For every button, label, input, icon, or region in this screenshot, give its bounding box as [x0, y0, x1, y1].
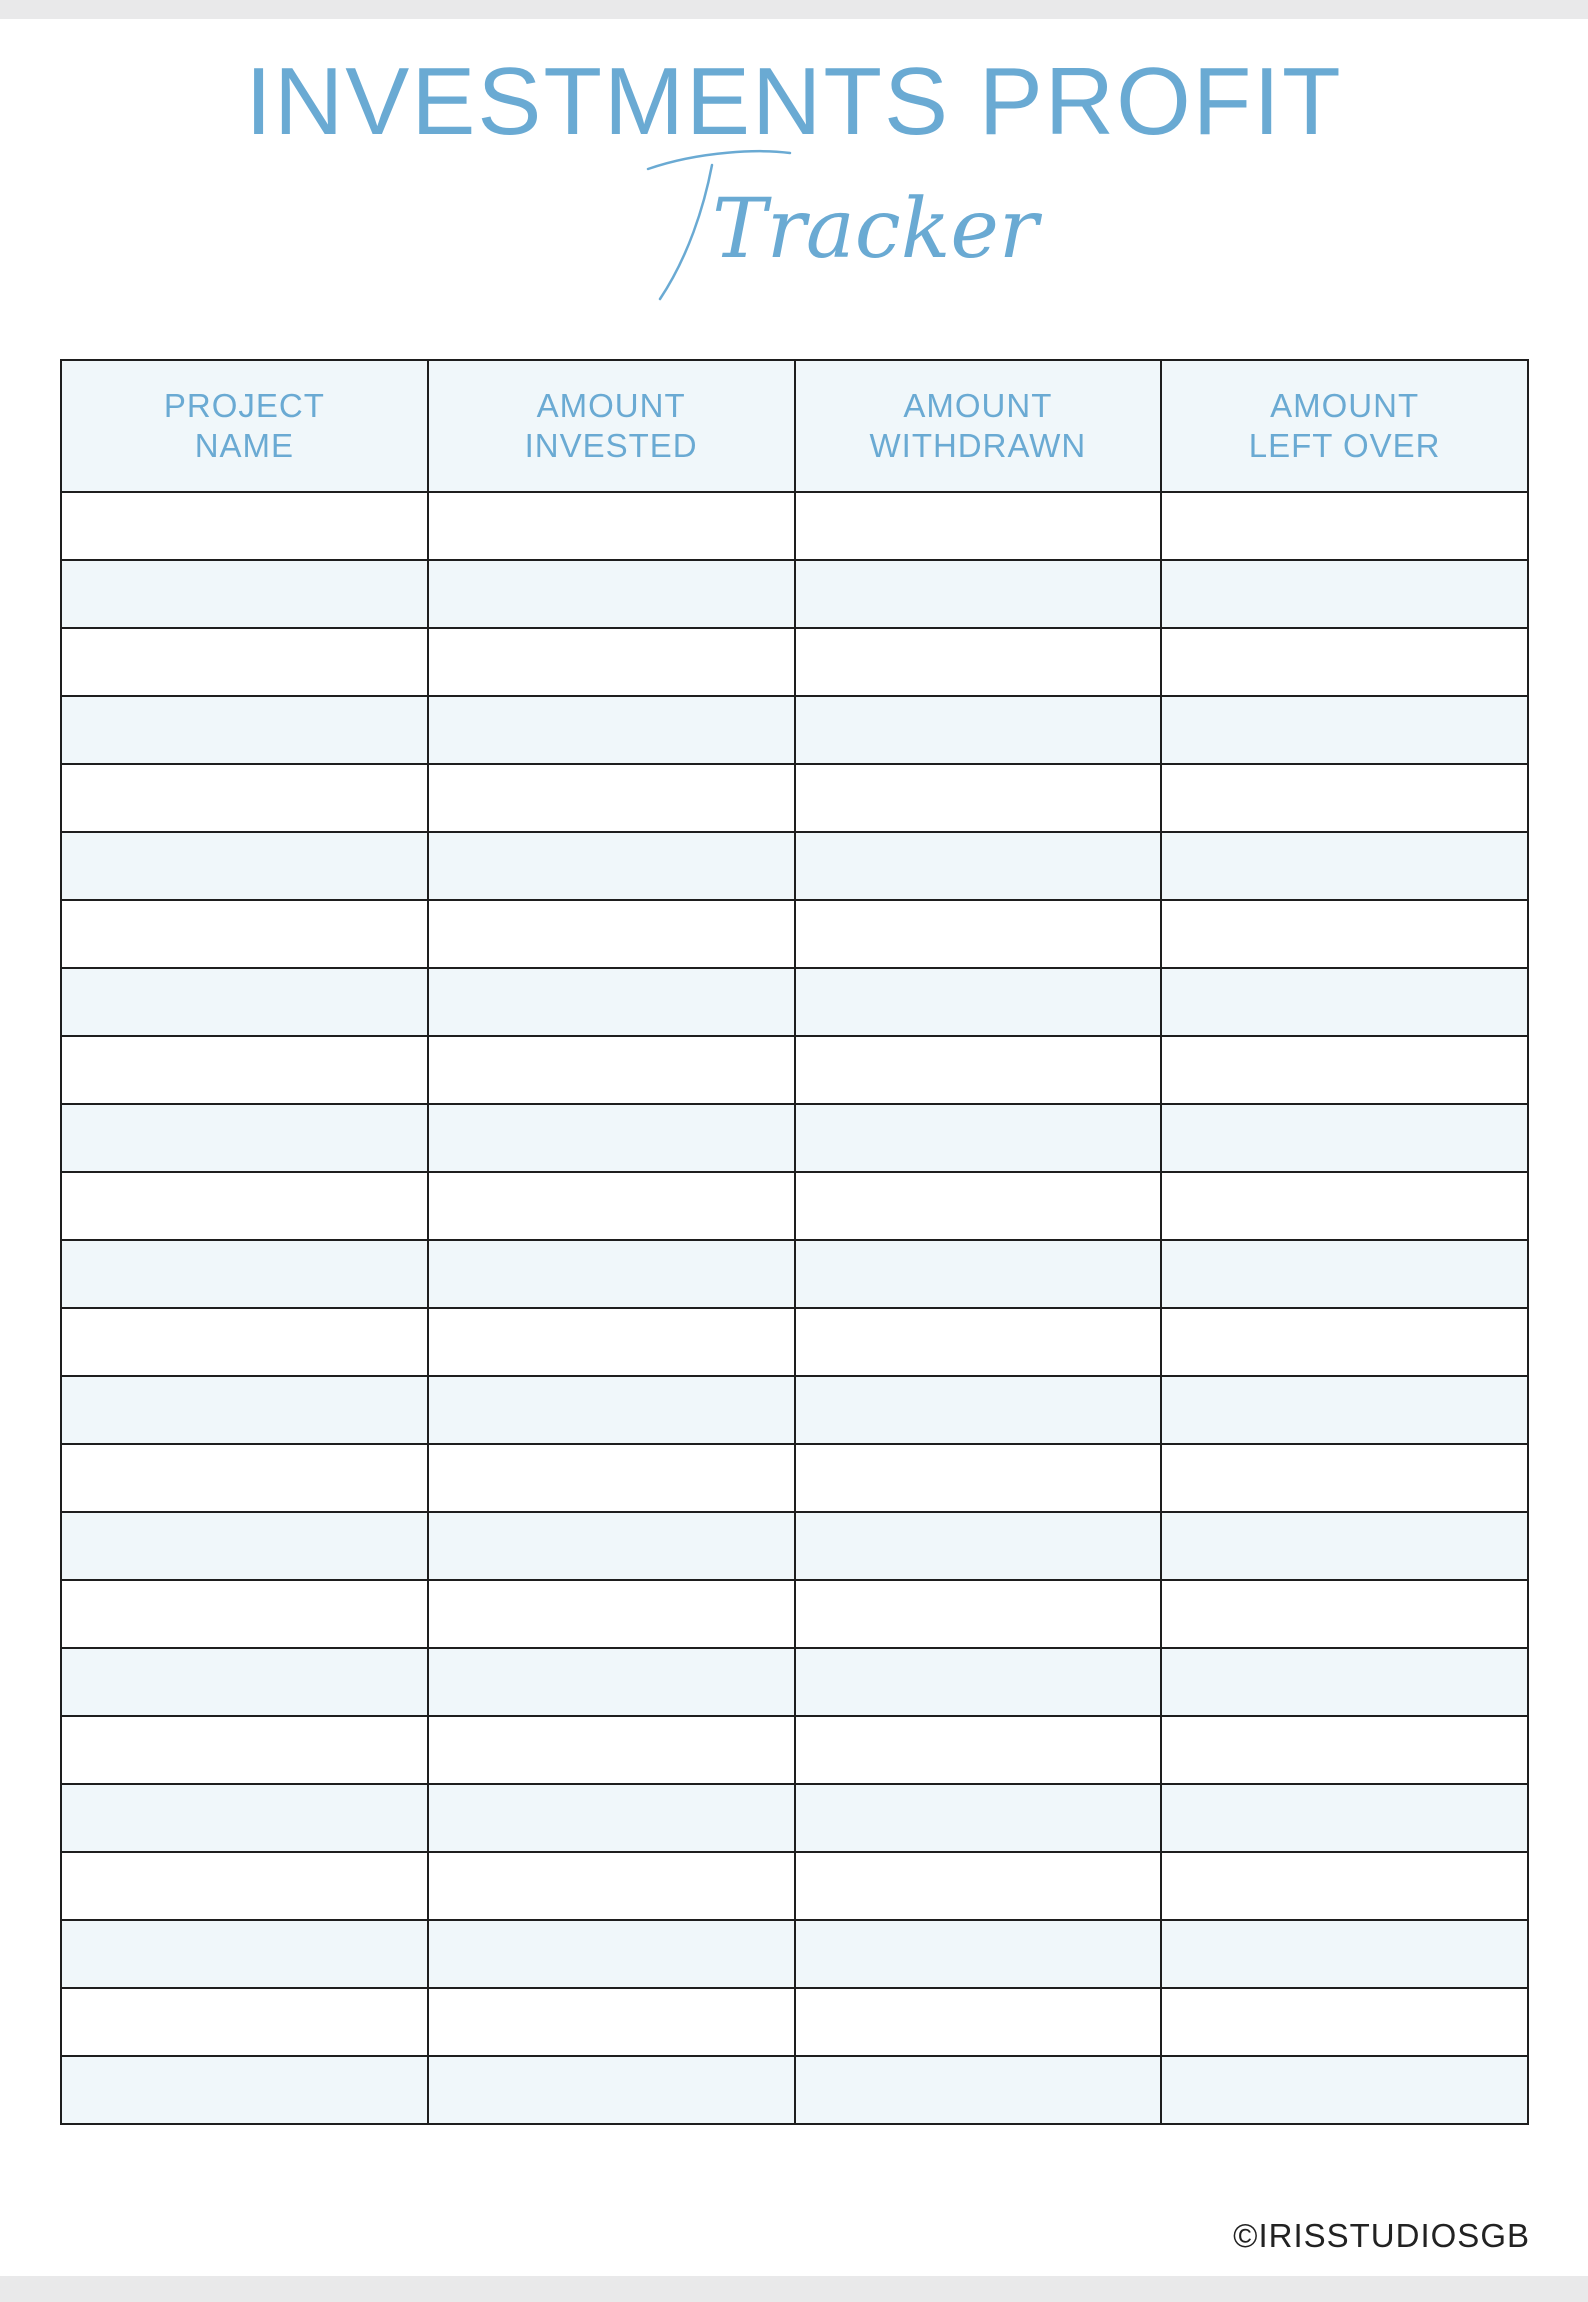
table-cell-project-name[interactable] [61, 560, 428, 628]
table-cell-amount-left-over[interactable] [1161, 1036, 1528, 1104]
table-cell-amount-left-over[interactable] [1161, 1376, 1528, 1444]
table-cell-amount-withdrawn[interactable] [795, 832, 1162, 900]
table-cell-amount-withdrawn[interactable] [795, 560, 1162, 628]
column-header-line: PROJECT [163, 387, 325, 424]
table-row [61, 1104, 1528, 1172]
table-cell-amount-withdrawn[interactable] [795, 1920, 1162, 1988]
table-cell-amount-withdrawn[interactable] [795, 1988, 1162, 2056]
table-row [61, 492, 1528, 560]
table-cell-amount-left-over[interactable] [1161, 1648, 1528, 1716]
table-cell-amount-withdrawn[interactable] [795, 968, 1162, 1036]
table-row [61, 1988, 1528, 2056]
copyright-notice: ©IRISSTUDIOSGB [1233, 2217, 1530, 2254]
table-cell-project-name[interactable] [61, 1376, 428, 1444]
table-cell-amount-invested[interactable] [428, 492, 795, 560]
table-cell-amount-left-over[interactable] [1161, 1580, 1528, 1648]
table-cell-project-name[interactable] [61, 900, 428, 968]
table-cell-amount-withdrawn[interactable] [795, 1512, 1162, 1580]
table-cell-project-name[interactable] [61, 628, 428, 696]
table-row [61, 1852, 1528, 1920]
table-cell-amount-left-over[interactable] [1161, 764, 1528, 832]
table-cell-amount-withdrawn[interactable] [795, 1036, 1162, 1104]
table-body [61, 492, 1528, 2124]
table-row [61, 1920, 1528, 1988]
table-cell-amount-left-over[interactable] [1161, 2056, 1528, 2124]
table-cell-amount-withdrawn[interactable] [795, 492, 1162, 560]
script-subtitle: Tracker [712, 182, 1039, 277]
table-cell-amount-invested[interactable] [428, 1580, 795, 1648]
table-cell-amount-invested[interactable] [428, 968, 795, 1036]
table-cell-amount-withdrawn[interactable] [795, 628, 1162, 696]
table-cell-project-name[interactable] [61, 1308, 428, 1376]
table-cell-project-name[interactable] [61, 1580, 428, 1648]
table-cell-project-name[interactable] [61, 1240, 428, 1308]
table-cell-project-name[interactable] [61, 1648, 428, 1716]
table-cell-amount-withdrawn[interactable] [795, 1852, 1162, 1920]
table-cell-amount-invested[interactable] [428, 1240, 795, 1308]
column-header-line: INVESTED [524, 427, 698, 464]
table-cell-amount-left-over[interactable] [1161, 1512, 1528, 1580]
table-cell-amount-invested[interactable] [428, 764, 795, 832]
table-cell-amount-withdrawn[interactable] [795, 764, 1162, 832]
table-cell-amount-left-over[interactable] [1161, 1240, 1528, 1308]
table-cell-amount-invested[interactable] [428, 628, 795, 696]
column-header-project-name [61, 360, 428, 492]
table-cell-project-name[interactable] [61, 1716, 428, 1784]
planner-page [0, 19, 1588, 2276]
table-row [61, 1580, 1528, 1648]
table-cell-amount-left-over[interactable] [1161, 1172, 1528, 1240]
table-cell-amount-invested[interactable] [428, 1444, 795, 1512]
table-cell-amount-withdrawn[interactable] [795, 1104, 1162, 1172]
table-cell-amount-withdrawn[interactable] [795, 696, 1162, 764]
table-cell-project-name[interactable] [61, 1444, 428, 1512]
table-cell-amount-invested[interactable] [428, 1376, 795, 1444]
table-cell-project-name[interactable] [61, 1512, 428, 1580]
table-cell-amount-left-over[interactable] [1161, 1308, 1528, 1376]
table-row [61, 1036, 1528, 1104]
table-cell-amount-left-over[interactable] [1161, 628, 1528, 696]
table-row [61, 696, 1528, 764]
table-cell-amount-withdrawn[interactable] [795, 1784, 1162, 1852]
column-header-amount-left-over [1161, 360, 1528, 492]
table-cell-project-name[interactable] [61, 1988, 428, 2056]
table-cell-project-name[interactable] [61, 492, 428, 560]
table-row [61, 1376, 1528, 1444]
table-row [61, 832, 1528, 900]
table-row [61, 1240, 1528, 1308]
table-cell-amount-invested[interactable] [428, 1988, 795, 2056]
page-title: INVESTMENTS PROFIT [245, 48, 1343, 155]
table-row [61, 968, 1528, 1036]
table-cell-amount-left-over[interactable] [1161, 560, 1528, 628]
table-header-row [61, 360, 1528, 492]
table-cell-project-name[interactable] [61, 1036, 428, 1104]
column-header-line: NAME [194, 427, 295, 464]
table-cell-amount-withdrawn[interactable] [795, 1172, 1162, 1240]
table-cell-amount-left-over[interactable] [1161, 696, 1528, 764]
table-cell-project-name[interactable] [61, 1172, 428, 1240]
table-cell-amount-withdrawn[interactable] [795, 1444, 1162, 1512]
table-cell-amount-invested[interactable] [428, 1036, 795, 1104]
table-cell-project-name[interactable] [61, 1920, 428, 1988]
table-row [61, 2056, 1528, 2124]
table-cell-amount-invested[interactable] [428, 1104, 795, 1172]
table-row [61, 1308, 1528, 1376]
table-row [61, 1512, 1528, 1580]
table-row [61, 1648, 1528, 1716]
table-cell-amount-left-over[interactable] [1161, 1784, 1528, 1852]
table-cell-amount-left-over[interactable] [1161, 968, 1528, 1036]
table-cell-amount-invested[interactable] [428, 900, 795, 968]
table-cell-project-name[interactable] [61, 832, 428, 900]
table-cell-amount-invested[interactable] [428, 1920, 795, 1988]
table-cell-amount-invested[interactable] [428, 1784, 795, 1852]
table-cell-amount-invested[interactable] [428, 832, 795, 900]
table-cell-amount-withdrawn[interactable] [795, 1308, 1162, 1376]
table-cell-amount-left-over[interactable] [1161, 1852, 1528, 1920]
table-cell-amount-left-over[interactable] [1161, 900, 1528, 968]
table-cell-amount-left-over[interactable] [1161, 1920, 1528, 1988]
table-cell-amount-invested[interactable] [428, 1648, 795, 1716]
table-cell-amount-left-over[interactable] [1161, 1716, 1528, 1784]
table-cell-amount-left-over[interactable] [1161, 492, 1528, 560]
table-cell-amount-left-over[interactable] [1161, 832, 1528, 900]
table-row [61, 1172, 1528, 1240]
table-cell-amount-withdrawn[interactable] [795, 1648, 1162, 1716]
table-cell-amount-invested[interactable] [428, 2056, 795, 2124]
table-cell-amount-invested[interactable] [428, 1512, 795, 1580]
table-cell-amount-withdrawn[interactable] [795, 1376, 1162, 1444]
column-header-line: WITHDRAWN [869, 427, 1087, 464]
table-cell-project-name[interactable] [61, 2056, 428, 2124]
table-cell-amount-invested[interactable] [428, 1852, 795, 1920]
table-cell-amount-withdrawn[interactable] [795, 1580, 1162, 1648]
table-cell-amount-left-over[interactable] [1161, 1104, 1528, 1172]
column-header-line: AMOUNT [536, 387, 686, 424]
table-row [61, 628, 1528, 696]
table-row [61, 1784, 1528, 1852]
table-cell-amount-invested[interactable] [428, 560, 795, 628]
table-row [61, 764, 1528, 832]
column-header-amount-invested [428, 360, 795, 492]
column-header-line: LEFT OVER [1248, 427, 1441, 464]
table-cell-amount-withdrawn[interactable] [795, 1240, 1162, 1308]
table-cell-amount-withdrawn[interactable] [795, 2056, 1162, 2124]
table-cell-amount-invested[interactable] [428, 1308, 795, 1376]
table-cell-amount-invested[interactable] [428, 696, 795, 764]
table-cell-project-name[interactable] [61, 1784, 428, 1852]
table-cell-amount-withdrawn[interactable] [795, 1716, 1162, 1784]
table-cell-project-name[interactable] [61, 968, 428, 1036]
table-row [61, 1716, 1528, 1784]
table-row [61, 1444, 1528, 1512]
table-row [61, 900, 1528, 968]
script-subtitle-graphic [640, 137, 1039, 307]
column-header-line: AMOUNT [1270, 387, 1420, 424]
table-cell-project-name[interactable] [61, 696, 428, 764]
table-row [61, 560, 1528, 628]
table-cell-project-name[interactable] [61, 1104, 428, 1172]
investments-table [60, 359, 1529, 2125]
column-header-line: AMOUNT [903, 387, 1053, 424]
table-cell-project-name[interactable] [61, 1852, 428, 1920]
table-cell-amount-invested[interactable] [428, 1172, 795, 1240]
table-cell-amount-invested[interactable] [428, 1716, 795, 1784]
table-cell-amount-left-over[interactable] [1161, 1988, 1528, 2056]
table-cell-project-name[interactable] [61, 764, 428, 832]
column-header-amount-withdrawn [795, 360, 1162, 492]
table-cell-amount-left-over[interactable] [1161, 1444, 1528, 1512]
table-cell-amount-withdrawn[interactable] [795, 900, 1162, 968]
